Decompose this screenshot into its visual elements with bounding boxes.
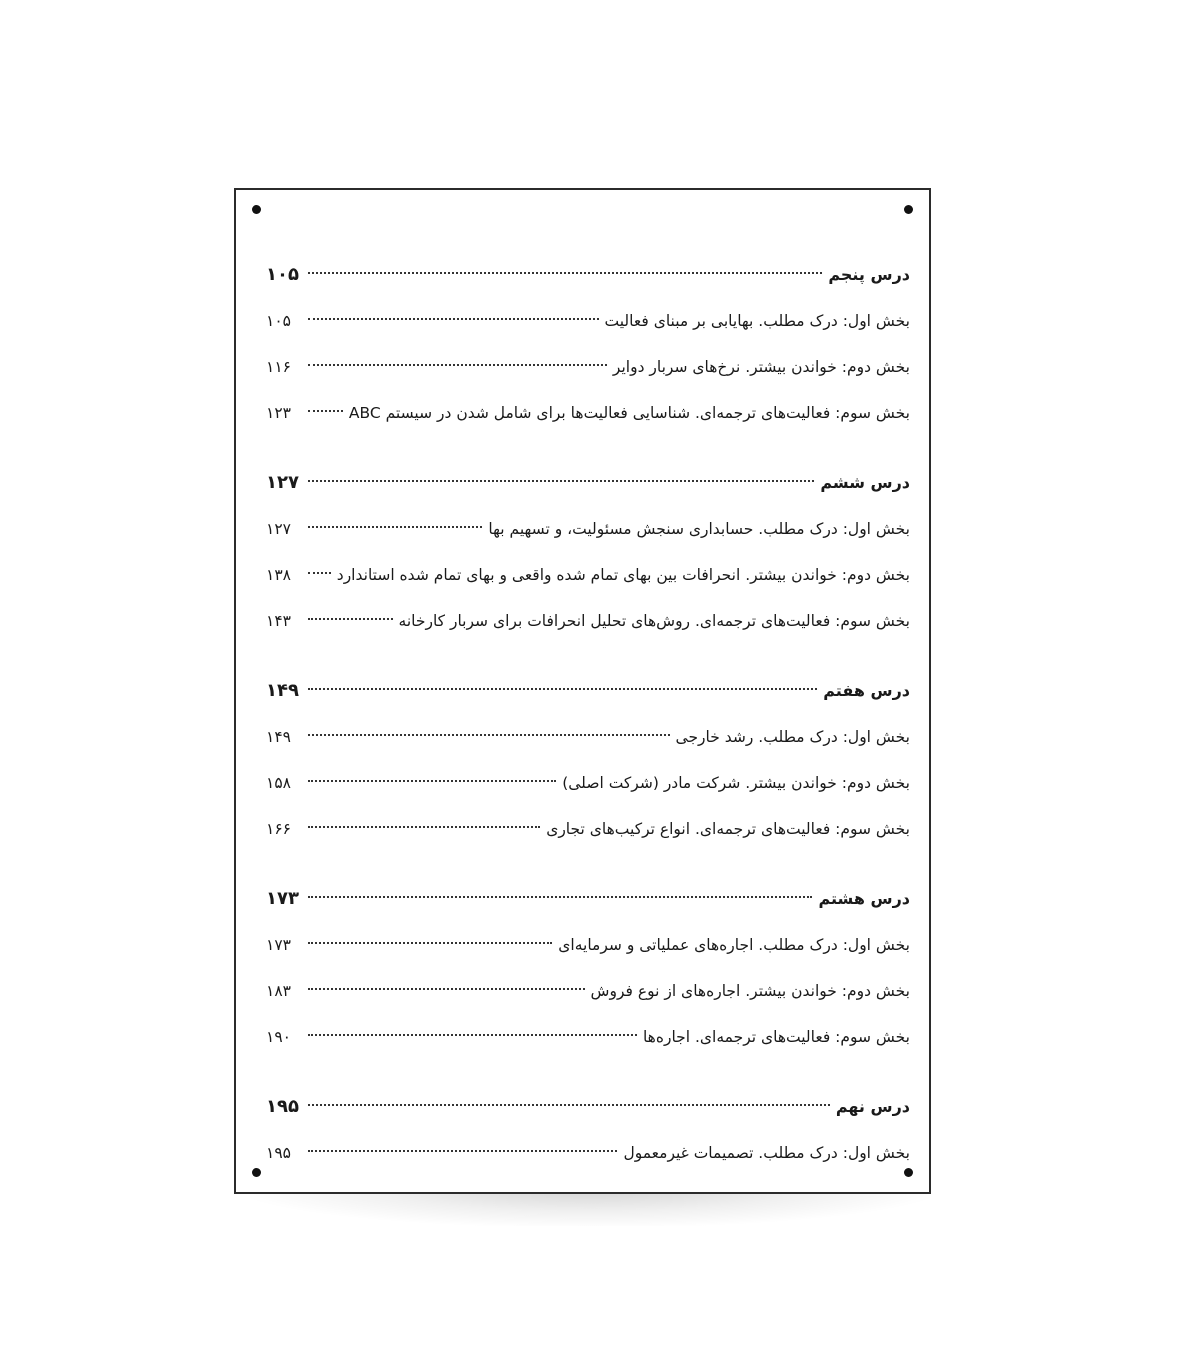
entry-page-number: ۱۶۶: [266, 820, 291, 838]
toc-lesson: [266, 876, 910, 1060]
entry-page-number: ۱۱۶: [266, 358, 291, 376]
entry-page-number: ۱۵۸: [266, 774, 291, 792]
toc-lesson: [266, 252, 910, 436]
lesson-page-number: ۱۴۹: [266, 680, 299, 701]
dot-leader: [308, 1150, 617, 1152]
entry-title: بخش دوم: خواندن بیشتر. نرخ‌های سربار دوایر: [612, 358, 910, 376]
entry-page-number: ۱۴۳: [266, 612, 291, 630]
toc-lesson: [266, 1084, 910, 1176]
entry-title: بخش سوم: فعالیت‌های ترجمه‌ای. انواع ترکیب‌های تجاری: [546, 820, 910, 838]
toc-lesson: [266, 460, 910, 644]
toc-entry[interactable]: [266, 922, 910, 968]
dot-leader: [308, 572, 331, 574]
entry-title: بخش سوم: فعالیت‌های ترجمه‌ای. اجاره‌ها: [642, 1028, 910, 1046]
lesson-page-number: ۱۰۵: [266, 264, 299, 285]
toc-lesson-heading[interactable]: [266, 668, 910, 714]
lesson-title: درس ششم: [820, 473, 910, 492]
dot-leader: [308, 1104, 830, 1106]
dot-leader: [308, 410, 343, 412]
toc-entry[interactable]: [266, 806, 910, 852]
toc-lesson-heading[interactable]: [266, 252, 910, 298]
entry-title: بخش دوم: خواندن بیشتر. انحرافات بین بهای تمام شده واقعی و بهای تمام شده استاندارد: [336, 566, 910, 584]
corner-dot-icon: [904, 205, 913, 214]
toc-entry[interactable]: [266, 1014, 910, 1060]
dot-leader: [308, 988, 585, 990]
entry-page-number: ۱۴۹: [266, 728, 291, 746]
lesson-page-number: ۱۲۷: [266, 472, 299, 493]
lesson-page-number: ۱۷۳: [266, 888, 299, 909]
entry-title: بخش اول: درک مطلب. رشد خارجی: [675, 728, 910, 746]
toc-entry[interactable]: [266, 714, 910, 760]
lesson-page-number: ۱۹۵: [266, 1096, 299, 1117]
toc-entry[interactable]: [266, 1130, 910, 1176]
toc-lesson: [266, 668, 910, 852]
dot-leader: [308, 480, 814, 482]
dot-leader: [308, 688, 817, 690]
dot-leader: [308, 942, 552, 944]
toc-entry[interactable]: [266, 344, 910, 390]
entry-page-number: ۱۷۳: [266, 936, 291, 954]
dot-leader: [308, 896, 812, 898]
entry-page-number: ۱۸۳: [266, 982, 291, 1000]
dot-leader: [308, 318, 599, 320]
dot-leader: [308, 1034, 637, 1036]
entry-title: بخش اول: درک مطلب. بهایابی بر مبنای فعالیت: [604, 312, 910, 330]
toc-entry[interactable]: [266, 552, 910, 598]
entry-page-number: ۱۹۰: [266, 1028, 291, 1046]
lesson-title: درس هفتم: [823, 681, 910, 700]
entry-page-number: ۱۲۳: [266, 404, 291, 422]
dot-leader: [308, 734, 670, 736]
entry-title: بخش سوم: فعالیت‌های ترجمه‌ای. روش‌های تحلیل انحرافات برای سربار کارخانه: [398, 612, 910, 630]
toc-lesson-heading[interactable]: [266, 1084, 910, 1130]
dot-leader: [308, 526, 482, 528]
entry-page-number: ۱۰۵: [266, 312, 291, 330]
dot-leader: [308, 364, 607, 366]
corner-dot-icon: [252, 205, 261, 214]
entry-title: بخش دوم: خواندن بیشتر. شرکت مادر (شرکت اصلی): [562, 774, 910, 792]
toc-page-frame: [234, 188, 931, 1194]
entry-page-number: ۱۳۸: [266, 566, 291, 584]
dot-leader: [308, 618, 393, 620]
entry-page-number: ۱۹۵: [266, 1144, 291, 1162]
table-of-contents: [266, 252, 910, 1176]
dot-leader: [308, 272, 822, 274]
toc-lesson-heading[interactable]: [266, 460, 910, 506]
entry-title: بخش اول: درک مطلب. حسابداری سنجش مسئولیت، و تسهیم بها: [488, 520, 910, 538]
entry-title: بخش دوم: خواندن بیشتر. اجاره‌های از نوع فروش: [590, 982, 910, 1000]
entry-title: بخش اول: درک مطلب. اجاره‌های عملیاتی و سرمایه‌ای: [558, 936, 910, 954]
toc-entry[interactable]: [266, 390, 910, 436]
lesson-title: درس هشتم: [818, 889, 910, 908]
toc-entry[interactable]: [266, 968, 910, 1014]
dot-leader: [308, 826, 540, 828]
entry-title: بخش اول: درک مطلب. تصمیمات غیرمعمول: [623, 1144, 910, 1162]
entry-page-number: ۱۲۷: [266, 520, 291, 538]
lesson-title: درس نهم: [835, 1097, 910, 1116]
toc-lesson-heading[interactable]: [266, 876, 910, 922]
toc-entry[interactable]: [266, 298, 910, 344]
corner-dot-icon: [252, 1168, 261, 1177]
toc-entry[interactable]: [266, 506, 910, 552]
entry-title: بخش سوم: فعالیت‌های ترجمه‌ای. شناسایی فعالیت‌ها برای شامل شدن در سیستم ABC: [348, 404, 910, 422]
toc-entry[interactable]: [266, 760, 910, 806]
toc-entry[interactable]: [266, 598, 910, 644]
lesson-title: درس پنجم: [828, 265, 910, 284]
dot-leader: [308, 780, 556, 782]
